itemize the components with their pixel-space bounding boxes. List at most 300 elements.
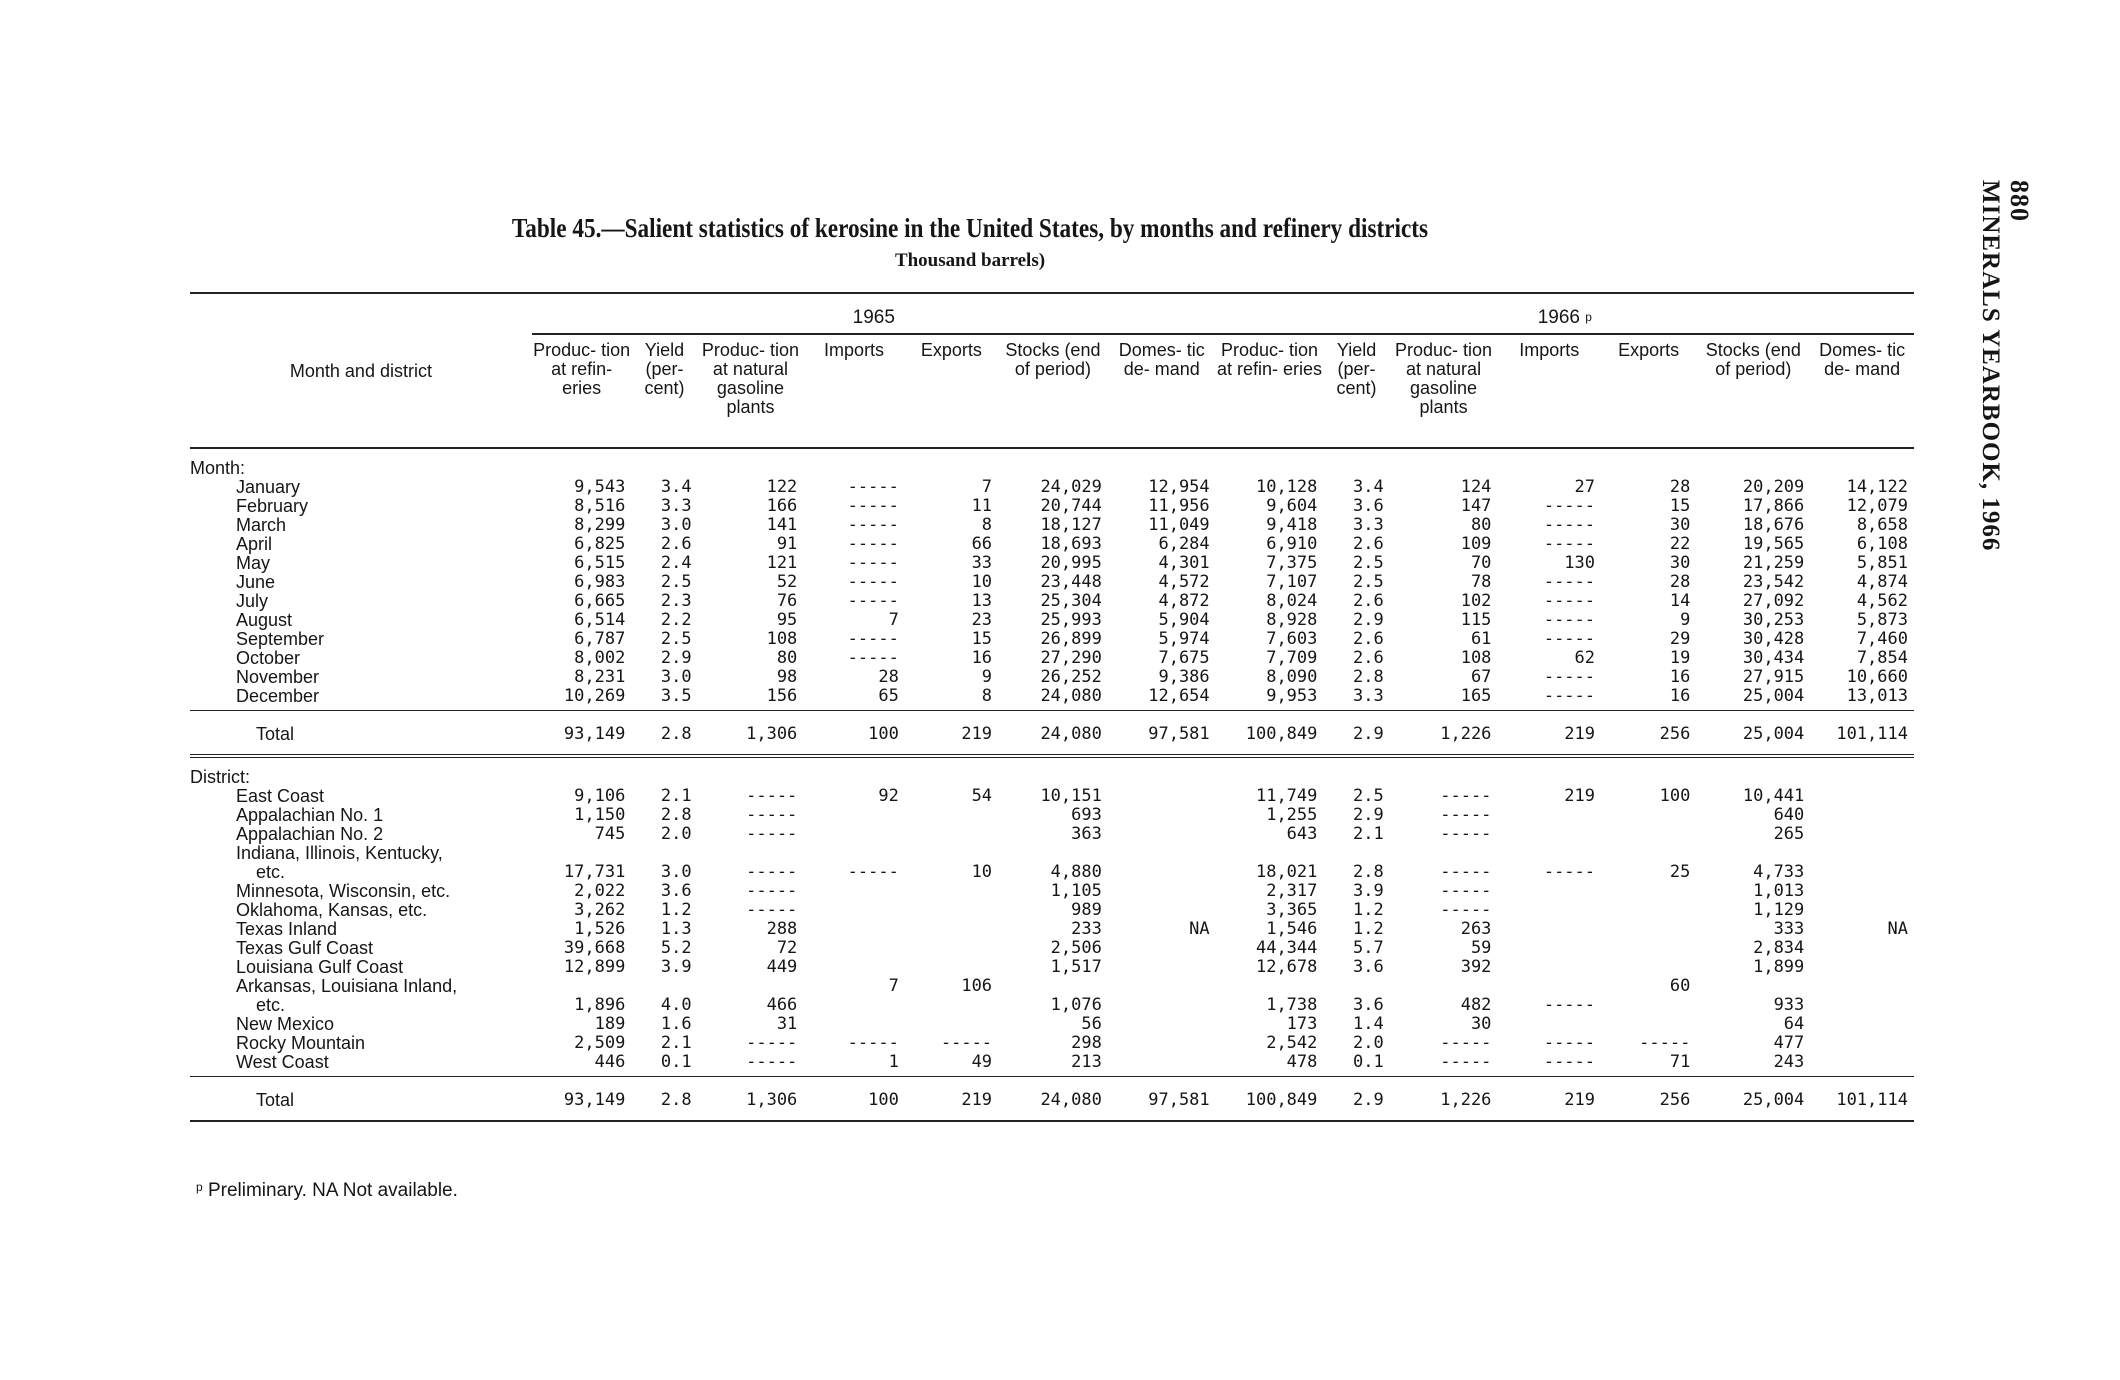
table-cell	[1108, 1034, 1216, 1053]
table-cell	[1810, 863, 1914, 882]
table-cell: 76	[776, 591, 798, 611]
table-cell: 30,434	[1742, 648, 1805, 668]
table-cell: 2,509	[574, 1033, 626, 1053]
table-cell: 2.8	[631, 1077, 697, 1122]
header-blank	[190, 293, 532, 334]
table-row	[190, 1015, 1914, 1034]
column-header: Yield (per- cent)	[1336, 340, 1377, 398]
table-cell: 2.5	[660, 572, 692, 592]
row-label: Rocky Mountain	[236, 1034, 366, 1053]
table-cell: 31	[776, 1014, 798, 1034]
table-cell: 4,562	[1856, 591, 1908, 611]
table-cell: 22	[1669, 534, 1691, 554]
table-cell: 80	[1470, 515, 1492, 535]
table-cell	[803, 806, 905, 825]
table-cell: 5.7	[1352, 938, 1384, 958]
table-cell	[1323, 756, 1389, 787]
table-cell: 19,565	[1742, 534, 1805, 554]
table-cell: 12,899	[563, 957, 626, 977]
table-cell: 97,581	[1108, 1077, 1216, 1122]
table-cell: -----	[940, 1033, 993, 1053]
table-cell: 27,290	[1040, 648, 1102, 668]
table-cell: 18,676	[1742, 515, 1805, 535]
table-cell: 3.4	[1352, 477, 1384, 497]
table-cell: 7	[981, 477, 993, 497]
table-cell	[998, 844, 1108, 863]
table-cell: 49	[905, 1053, 998, 1077]
table-cell	[803, 939, 905, 958]
table-cell: -----	[746, 824, 798, 844]
table-cell: 7	[888, 610, 899, 630]
table-cell: 8,024	[1266, 591, 1318, 611]
table-cell	[803, 448, 905, 478]
table-cell: 4,872	[1158, 591, 1210, 611]
table-cell	[1216, 448, 1324, 478]
table-cell	[532, 977, 631, 996]
table-cell: -----	[1543, 515, 1596, 535]
table-cell: 25,004	[1696, 711, 1810, 757]
year-1965-header: 1965	[532, 293, 1216, 334]
table-cell: 93,149	[532, 711, 631, 757]
table-cell: 12,678	[1255, 957, 1318, 977]
table-cell: 92	[878, 786, 899, 806]
table-cell: 449	[766, 957, 798, 977]
table-cell: 219	[1497, 711, 1601, 757]
table-row	[190, 535, 1914, 554]
table-title: Table 45.—Salient statistics of kerosine in the United States, by months and refinery districts	[511, 213, 1429, 243]
table-cell: 108	[766, 629, 798, 649]
table-cell: 3.4	[660, 477, 692, 497]
table-cell: 13	[971, 591, 993, 611]
table-cell: 100	[803, 711, 905, 757]
table-cell	[1108, 901, 1216, 920]
table-cell	[1497, 756, 1601, 787]
table-cell: 5,873	[1856, 610, 1908, 630]
table-cell: 640	[1773, 805, 1805, 825]
table-cell: 219	[905, 1077, 998, 1122]
table-cell: 20,995	[1040, 553, 1102, 573]
table-cell: 478	[1216, 1053, 1324, 1077]
table-cell	[631, 448, 697, 478]
table-cell	[1810, 756, 1914, 787]
table-cell: 6,284	[1158, 534, 1210, 554]
table-cell	[1601, 939, 1696, 958]
table-cell: 10,269	[532, 687, 631, 711]
table-cell: 7,107	[1266, 572, 1318, 592]
table-cell: 4,733	[1753, 862, 1805, 882]
table-cell	[1810, 448, 1914, 478]
table-cell: 3.5	[631, 687, 697, 711]
table-cell	[1108, 996, 1216, 1015]
table-cell: 39,668	[563, 938, 626, 958]
table-cell: 100	[1659, 786, 1691, 806]
table-cell: 80	[776, 648, 798, 668]
table-cell: 100,849	[1216, 1077, 1324, 1122]
table-cell: 44,344	[1255, 938, 1318, 958]
running-head	[1934, 180, 2034, 582]
table-cell: 27,915	[1742, 667, 1805, 687]
table-cell: 1,076	[1050, 995, 1102, 1015]
table-cell	[1696, 448, 1810, 478]
table-cell: -----	[1440, 862, 1492, 882]
table-cell: 6,108	[1856, 534, 1908, 554]
table-cell	[1108, 863, 1216, 882]
row-label: October	[236, 649, 301, 668]
table-cell: 3.0	[660, 515, 692, 535]
table-cell: 1	[803, 1053, 905, 1077]
table-cell: 156	[698, 687, 804, 711]
table-cell: 477	[1773, 1033, 1805, 1053]
table-cell	[1108, 882, 1216, 901]
table-cell: 643	[1286, 824, 1318, 844]
running-head-text: MINERALS YEARBOOK, 1966	[1977, 180, 2004, 552]
table-cell: 693	[1071, 805, 1102, 825]
table-cell: -----	[1543, 862, 1596, 882]
table-cell: 5,851	[1856, 553, 1908, 573]
row-label: Texas Gulf Coast	[236, 939, 374, 958]
table-row	[190, 806, 1914, 825]
table-cell: 33	[971, 553, 993, 573]
table-cell: 29	[1669, 629, 1691, 649]
table-cell: 20,744	[1040, 496, 1102, 516]
table-cell: 65	[803, 687, 905, 711]
table-cell	[698, 756, 804, 787]
table-cell: -----	[847, 515, 899, 535]
table-cell: 25,993	[1040, 610, 1102, 630]
table-cell: 1,306	[698, 1077, 804, 1122]
table-cell: 24,080	[998, 1077, 1108, 1122]
table-row	[190, 516, 1914, 535]
table-cell: 2.6	[660, 534, 692, 554]
table-cell: 25,304	[1040, 591, 1102, 611]
table-cell: 5,974	[1158, 629, 1210, 649]
table-cell	[1108, 1015, 1216, 1034]
column-header: Yield (per- cent)	[644, 340, 685, 398]
table-cell: -----	[1390, 1053, 1498, 1077]
table-cell: 2.0	[1352, 1033, 1384, 1053]
table-cell: 7,375	[1266, 553, 1318, 573]
table-cell	[1497, 1015, 1601, 1034]
table-cell: 9,543	[574, 477, 626, 497]
row-label: Arkansas, Louisiana Inland,	[236, 977, 458, 996]
table-cell: 25	[1669, 862, 1691, 882]
table-cell	[1601, 996, 1696, 1015]
table-cell: 91	[776, 534, 798, 554]
table-cell: 392	[1460, 957, 1492, 977]
table-cell: 189	[594, 1014, 626, 1034]
table-cell: 9,106	[574, 786, 626, 806]
table-cell	[1696, 756, 1810, 787]
table-cell: 8	[905, 687, 998, 711]
table-cell: 2.9	[660, 648, 692, 668]
row-label: September	[236, 630, 325, 649]
table-cell: 2.9	[1323, 1077, 1389, 1122]
table-cell: 7,709	[1266, 648, 1318, 668]
table-cell	[803, 1015, 905, 1034]
table-cell: 108	[1460, 648, 1492, 668]
table-cell: 4.0	[660, 995, 692, 1015]
table-cell: -----	[698, 1053, 804, 1077]
table-cell: 173	[1286, 1014, 1318, 1034]
table-cell	[1601, 920, 1696, 939]
table-cell: 1,306	[698, 711, 804, 757]
column-header: Exports	[920, 340, 982, 360]
table-cell	[905, 1015, 998, 1034]
table-cell: 288	[766, 919, 798, 939]
table-cell	[1810, 787, 1914, 806]
table-cell	[905, 939, 998, 958]
table-cell	[1108, 977, 1216, 996]
column-header: Domes- tic de- mand	[1118, 340, 1205, 379]
table-cell: 1,896	[574, 995, 626, 1015]
table-cell: 130	[1564, 553, 1596, 573]
table-cell: -----	[1440, 824, 1492, 844]
table-row	[190, 901, 1914, 920]
table-cell: 10	[971, 862, 993, 882]
table-cell: 7,854	[1856, 648, 1908, 668]
row-label: East Coast	[236, 787, 325, 806]
column-header: Produc- tion at refin- eries	[1217, 340, 1323, 379]
table-cell: 1.3	[660, 919, 692, 939]
row-label: District:	[190, 767, 250, 787]
table-cell: 23,542	[1742, 572, 1805, 592]
row-label: March	[236, 516, 287, 535]
table-cell	[1601, 844, 1696, 863]
table-cell	[1810, 844, 1914, 863]
table-cell: 6,665	[574, 591, 626, 611]
table-cell: 219	[1564, 786, 1596, 806]
table-cell	[1696, 977, 1810, 996]
table-cell: 11,749	[1255, 786, 1318, 806]
table-cell: 115	[1460, 610, 1492, 630]
table-cell: 2.1	[1352, 824, 1384, 844]
table-cell: 3,365	[1266, 900, 1318, 920]
table-cell: 4,874	[1856, 572, 1908, 592]
table-cell: -----	[746, 862, 798, 882]
table-cell: 11,049	[1148, 515, 1210, 535]
table-cell: 9,604	[1266, 496, 1318, 516]
row-label: New Mexico	[236, 1015, 335, 1034]
column-header: Imports	[1519, 340, 1580, 360]
table-cell: -----	[1543, 610, 1596, 630]
table-cell	[1108, 958, 1216, 977]
table-cell: 141	[766, 515, 798, 535]
table-cell: 101,114	[1810, 1077, 1914, 1122]
table-cell	[1108, 825, 1216, 844]
table-cell: 989	[1071, 900, 1102, 920]
table-cell: 15	[971, 629, 993, 649]
table-cell: 30,428	[1742, 629, 1805, 649]
page-number: 880	[2005, 180, 2034, 222]
table-cell	[1601, 448, 1696, 478]
table-cell: -----	[746, 900, 798, 920]
table-cell: 13,013	[1810, 687, 1914, 711]
table-cell: -----	[1639, 1033, 1691, 1053]
table-cell: 3.9	[1352, 881, 1384, 901]
kerosine-table	[190, 292, 1914, 1122]
table-row	[190, 825, 1914, 844]
year-header-row	[190, 293, 1914, 334]
table-row	[190, 668, 1914, 687]
table-cell: 6,515	[574, 553, 626, 573]
table-cell	[1390, 448, 1498, 478]
table-cell: 1.2	[1352, 919, 1384, 939]
table-cell	[1108, 806, 1216, 825]
table-cell	[998, 448, 1108, 478]
table-cell: 100	[803, 1077, 905, 1122]
table-cell: 30	[1669, 553, 1691, 573]
preliminary-mark: p	[1585, 310, 1592, 324]
table-cell: 10,128	[1255, 477, 1318, 497]
table-cell: -----	[1543, 496, 1596, 516]
table-cell: 3.9	[660, 957, 692, 977]
row-label: May	[236, 554, 271, 573]
table-cell: -----	[847, 572, 899, 592]
table-cell: 466	[766, 995, 798, 1015]
table-cell: 2,542	[1266, 1033, 1318, 1053]
table-cell: 16	[1601, 687, 1696, 711]
table-cell: 4,572	[1158, 572, 1210, 592]
table-cell: 5,904	[1158, 610, 1210, 630]
year-1966-label: 1966	[1537, 307, 1580, 328]
table-cell: 54	[971, 786, 993, 806]
table-cell: 106	[961, 976, 993, 996]
table-cell: -----	[847, 862, 899, 882]
table-cell: 67	[1470, 667, 1492, 687]
table-cell	[803, 958, 905, 977]
table-cell: 12,654	[1108, 687, 1216, 711]
table-cell	[998, 977, 1108, 996]
table-cell	[1323, 844, 1389, 863]
table-row	[190, 939, 1914, 958]
table-row	[190, 958, 1914, 977]
table-row	[190, 497, 1914, 516]
table-cell	[1601, 882, 1696, 901]
table-cell: 3.0	[660, 667, 692, 687]
table-cell	[1810, 977, 1914, 996]
table-cell	[905, 448, 998, 478]
table-cell: 70	[1470, 553, 1492, 573]
table-cell	[803, 996, 905, 1015]
table-cell	[698, 448, 804, 478]
table-cell	[532, 448, 631, 478]
table-cell	[1497, 939, 1601, 958]
table-cell	[1696, 844, 1810, 863]
table-cell: 52	[776, 572, 798, 592]
table-cell	[1810, 958, 1914, 977]
row-label: Indiana, Illinois, Kentucky,	[236, 844, 443, 863]
table-cell: 10,660	[1846, 667, 1908, 687]
table-cell	[1497, 977, 1601, 996]
table-cell	[1810, 806, 1914, 825]
table-cell: -----	[1440, 786, 1492, 806]
table-cell: 16	[1669, 667, 1691, 687]
table-cell	[1108, 448, 1216, 478]
table-cell	[1497, 901, 1601, 920]
table-cell: -----	[847, 648, 899, 668]
table-cell: 6,787	[574, 629, 626, 649]
column-header: Produc- tion at refin- eries	[533, 340, 631, 398]
table-cell: 17,731	[563, 862, 626, 882]
table-cell	[905, 806, 998, 825]
table-cell: 59	[1470, 938, 1492, 958]
table-cell: 2.9	[1323, 711, 1389, 757]
table-cell: -----	[1543, 591, 1596, 611]
table-cell: 1,255	[1266, 805, 1318, 825]
table-row	[190, 844, 1914, 863]
table-cell: 2,506	[1050, 938, 1102, 958]
table-cell	[1390, 756, 1498, 787]
table-cell: 8,231	[574, 667, 626, 687]
table-cell: 1,226	[1390, 1077, 1498, 1122]
table-row	[190, 687, 1914, 711]
table-cell: 2.3	[660, 591, 692, 611]
table-cell: 66	[971, 534, 993, 554]
table-cell: 62	[1574, 648, 1596, 668]
table-cell: 18,021	[1255, 862, 1318, 882]
table-row	[190, 478, 1914, 497]
table-cell: 1.2	[660, 900, 692, 920]
table-cell: 10	[971, 572, 993, 592]
table-cell: 333	[1773, 919, 1805, 939]
table-cell: 27	[1574, 477, 1596, 497]
table-cell: 298	[1071, 1033, 1102, 1053]
table-cell: 61	[1470, 629, 1492, 649]
table-cell	[905, 825, 998, 844]
table-cell: 1.2	[1352, 900, 1384, 920]
table-cell	[532, 844, 631, 863]
table-cell: 2.6	[1352, 591, 1384, 611]
table-cell: 30,253	[1742, 610, 1805, 630]
table-cell: 102	[1460, 591, 1492, 611]
table-row	[190, 882, 1914, 901]
table-cell: 56	[1081, 1014, 1102, 1034]
table-cell: 24,029	[1040, 477, 1102, 497]
table-cell: 2.5	[1352, 786, 1384, 806]
table-cell: 122	[766, 477, 798, 497]
table-cell	[1108, 787, 1216, 806]
table-cell: -----	[746, 881, 798, 901]
table-cell: 1,899	[1753, 957, 1805, 977]
table-cell: 9	[1680, 610, 1691, 630]
table-cell: 3.6	[660, 881, 692, 901]
table-cell: -----	[1543, 995, 1596, 1015]
table-cell: 2.6	[1352, 648, 1384, 668]
table-cell: 5.2	[660, 938, 692, 958]
row-label: August	[236, 611, 293, 630]
row-label: etc.	[256, 996, 286, 1015]
table-cell: 2,834	[1753, 938, 1805, 958]
footnote-text: Preliminary. NA Not available.	[207, 1180, 458, 1201]
table-cell: 166	[766, 496, 798, 516]
table-cell: 147	[1460, 496, 1492, 516]
table-cell: 2.6	[1352, 534, 1384, 554]
table-cell: 72	[776, 938, 798, 958]
table-cell: 7,603	[1266, 629, 1318, 649]
table-cell: 2,022	[574, 881, 626, 901]
table-row	[190, 863, 1914, 882]
table-cell	[1810, 825, 1914, 844]
table-cell	[1216, 844, 1324, 863]
table-cell	[1601, 1015, 1696, 1034]
table-cell: 9	[981, 667, 993, 687]
table-cell: 27,092	[1742, 591, 1805, 611]
table-cell: -----	[1543, 534, 1596, 554]
table-cell	[1497, 882, 1601, 901]
table-row	[190, 448, 1914, 478]
table-cell	[905, 958, 998, 977]
row-label: Texas Inland	[236, 920, 338, 939]
